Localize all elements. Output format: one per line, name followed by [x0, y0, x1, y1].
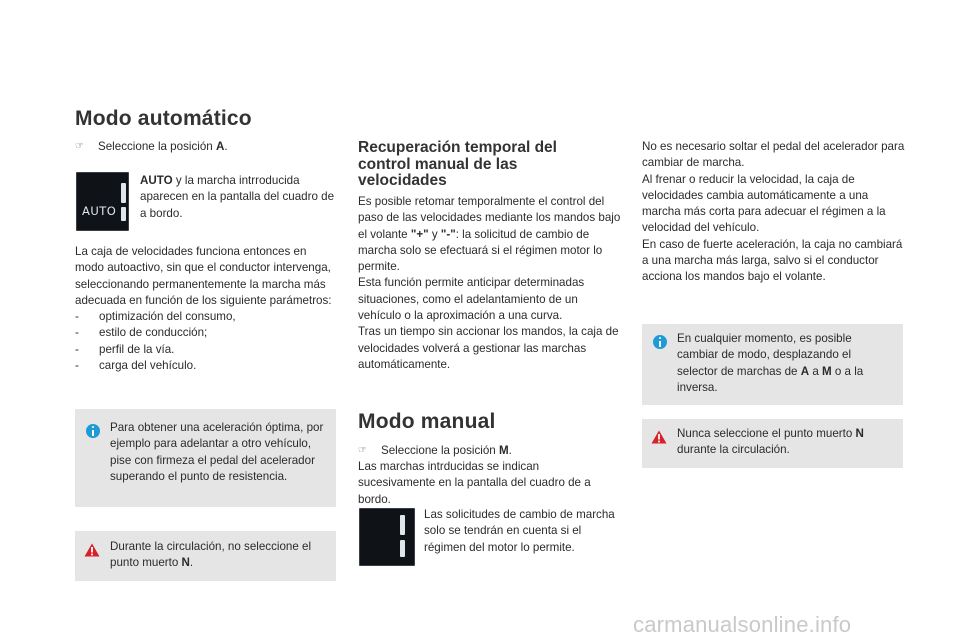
auto-description [75, 244, 337, 374]
info-box-acceleration: Para obtener una aceleración óptima, por ejemplo para adelantar a otro vehículo, pise con firmeza el pedal del acelerador superando el punto de resistencia. [75, 409, 336, 507]
display-gear-bar [400, 540, 405, 557]
manual-display-image [359, 508, 415, 566]
right-para1: No es necesario soltar el pedal del acelerador para cambiar de marcha. [642, 140, 905, 170]
info-icon [86, 424, 100, 438]
auto-display-image [76, 172, 129, 231]
pointing-hand-icon: ☞ [75, 141, 84, 152]
temporary-manual-para2: Esta función permite anticipar determinadas situaciones, como el adelantamiento de un vehículo o la aproximación a una curva. [358, 276, 585, 323]
section-title-manual: Modo manual [358, 410, 496, 433]
temporary-manual-para3: Tras un tiempo sin accionar los mandos, la caja de velocidades volverá a gestionar las marchas automáticamente. [358, 325, 619, 371]
display-gear-bar [121, 183, 126, 203]
auto-note: AUTO y la marcha intrroducida aparecen en la pantalla del cuadro de a bordo. [140, 174, 335, 220]
param-item: - perfil de la vía. [75, 342, 175, 356]
param-item: - optimización del consumo, [75, 310, 236, 324]
info-box-change-mode: En cualquier momento, es posible cambiar de modo, desplazando el selector de marchas de A a M o a la inversa. [642, 324, 903, 405]
info-icon [653, 335, 667, 349]
step-select-a: ☞ Seleccione la posición A. [75, 139, 358, 155]
warning-icon [651, 430, 667, 444]
right-column-text [642, 139, 907, 286]
temporary-manual-para1: Es posible retomar temporalmente el control del paso de las velocidades mediante los mandos bajo el volante "+" y "-": la solicitud de cambio de marcha solo se efectuará si el régimen motor lo permite. [358, 195, 621, 274]
step-select-m: ☞ Seleccione la posición M. [358, 443, 641, 459]
warning-icon [84, 543, 100, 557]
temporary-manual-text [358, 194, 623, 373]
warning-box-never-neutral: Nunca seleccione el punto muerto N durante la circulación. [642, 419, 903, 468]
display-gear-bar [400, 515, 405, 535]
auto-intro: La caja de velocidades funciona entonces en modo autoactivo, sin que el conductor intervenga, seleccionando permanentemente la marcha más adecuada en función de los siguiente parámetros: [75, 245, 332, 307]
manual-intro: Las marchas intrducidas se indican sucesivamente en la pantalla del cuadro de a bordo. [358, 460, 591, 506]
watermark-logo: carmanualsonline.info [633, 612, 852, 637]
pointing-hand-icon: ☞ [358, 445, 367, 456]
right-para3: En caso de fuerte aceleración, la caja no cambiará a una marcha más larga, salvo si el conductor acciona los mandos bajo el volante. [642, 237, 903, 284]
warning-box-neutral: Durante la circulación, no seleccione el punto muerto N. [75, 531, 336, 581]
param-item: - carga del vehículo. [75, 359, 197, 373]
manual-note: Las solicitudes de cambio de marcha solo se tendrán en cuenta si el régimen del motor lo permite. [424, 508, 615, 554]
section-title-auto: Modo automático [75, 107, 252, 130]
param-item: - estilo de conducción; [75, 326, 208, 340]
section-title-temporary-manual: Recuperación temporal del control manual de las velocidades [358, 139, 557, 189]
display-gear-bar [121, 207, 126, 221]
right-para2: Al frenar o reducir la velocidad, la caja de velocidades cambia automáticamente a una marcha más corta para adecuar el régimen a la velocidad del vehículo. [642, 172, 886, 235]
display-auto-text: AUTO [82, 204, 117, 218]
